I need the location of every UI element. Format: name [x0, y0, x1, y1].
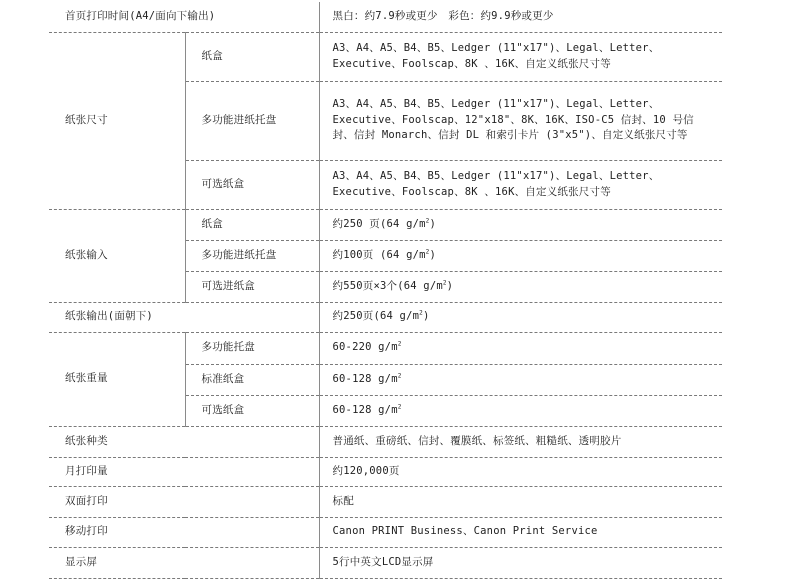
paper-types-value: 普通纸、重磅纸、信封、覆膜纸、标签纸、粗糙纸、透明胶片	[319, 426, 722, 457]
paper-weight-std-value: 60-128 $g/m^2$	[319, 364, 722, 395]
row-duplex	[49, 486, 722, 517]
paper-size-optional-label: 可选纸盒	[185, 160, 319, 209]
paper-output-label: 纸张输出(面朝下)	[49, 302, 319, 332]
monthly-volume-label: 月打印量	[49, 457, 319, 486]
mobile-label: 移动打印	[49, 517, 319, 547]
paper-input-label: 纸张输入	[49, 209, 185, 302]
duplex-value: 标配	[319, 486, 722, 517]
row-paper-size-cassette	[49, 32, 722, 81]
first-print-label: 首页打印时间(A4/面向下输出)	[49, 2, 319, 32]
duplex-label: 双面打印	[49, 486, 319, 517]
row-first-print	[49, 2, 722, 32]
paper-size-optional-value: A3、A4、A5、B4、B5、Ledger (11"x17")、Legal、Letter、Executive、Foolscap、8K 、16K、自定义纸张尺寸等	[319, 160, 722, 209]
row-mobile	[49, 517, 722, 547]
paper-input-optional-label: 可选进纸盒	[185, 271, 319, 302]
paper-types-label: 纸张种类	[49, 426, 319, 457]
paper-weight-label: 纸张重量	[49, 332, 185, 426]
row-paper-output	[49, 302, 722, 332]
paper-weight-optional-value: 60-128 $g/m^2$	[319, 395, 722, 426]
paper-size-mp-tray-value: A3、A4、A5、B4、B5、Ledger (11"x17")、Legal、Letter、Executive、Foolscap、12"x18"、8K、16K、ISO-C5 信封、10 号信封、信封 Monarch、信封 DL 和索引卡片 (3"x5")、自定义纸张尺寸等	[319, 81, 722, 160]
paper-size-cassette-label: 纸盒	[185, 32, 319, 81]
paper-weight-mp-tray-label: 多功能托盘	[185, 332, 319, 364]
paper-weight-std-label: 标准纸盒	[185, 364, 319, 395]
spec-table	[49, 2, 722, 579]
display-value: 5行中英文LCD显示屏	[319, 547, 722, 578]
row-paper-weight-mp-tray	[49, 332, 722, 364]
paper-input-mp-tray-label: 多功能进纸托盘	[185, 240, 319, 271]
mobile-value: Canon PRINT Business、Canon Print Service	[319, 517, 722, 547]
first-print-value: 黑白：约7.9秒或更少 彩色：约9.9秒或更少	[319, 2, 722, 32]
paper-input-optional-value: 约550页×3个(64 $g/m^2$)	[319, 271, 722, 302]
paper-input-cassette-label: 纸盒	[185, 209, 319, 240]
paper-output-value: 约250页(64 $g/m^2$)	[319, 302, 722, 332]
paper-weight-mp-tray-value: 60-220 $g/m^2$	[319, 332, 722, 364]
row-paper-input-cassette	[49, 209, 722, 240]
paper-size-mp-tray-label: 多功能进纸托盘	[185, 81, 319, 160]
paper-input-cassette-value: 约250 页(64 $g/m^2$)	[319, 209, 722, 240]
paper-size-label: 纸张尺寸	[49, 32, 185, 209]
row-display	[49, 547, 722, 578]
display-label: 显示屏	[49, 547, 319, 578]
paper-input-mp-tray-value: 约100页 (64 $g/m^2$)	[319, 240, 722, 271]
paper-size-cassette-value: A3、A4、A5、B4、B5、Ledger (11"x17")、Legal、Letter、Executive、Foolscap、8K 、16K、自定义纸张尺寸等	[319, 32, 722, 81]
row-monthly-volume	[49, 457, 722, 486]
row-paper-types	[49, 426, 722, 457]
paper-weight-optional-label: 可选纸盒	[185, 395, 319, 426]
monthly-volume-value: 约120,000页	[319, 457, 722, 486]
